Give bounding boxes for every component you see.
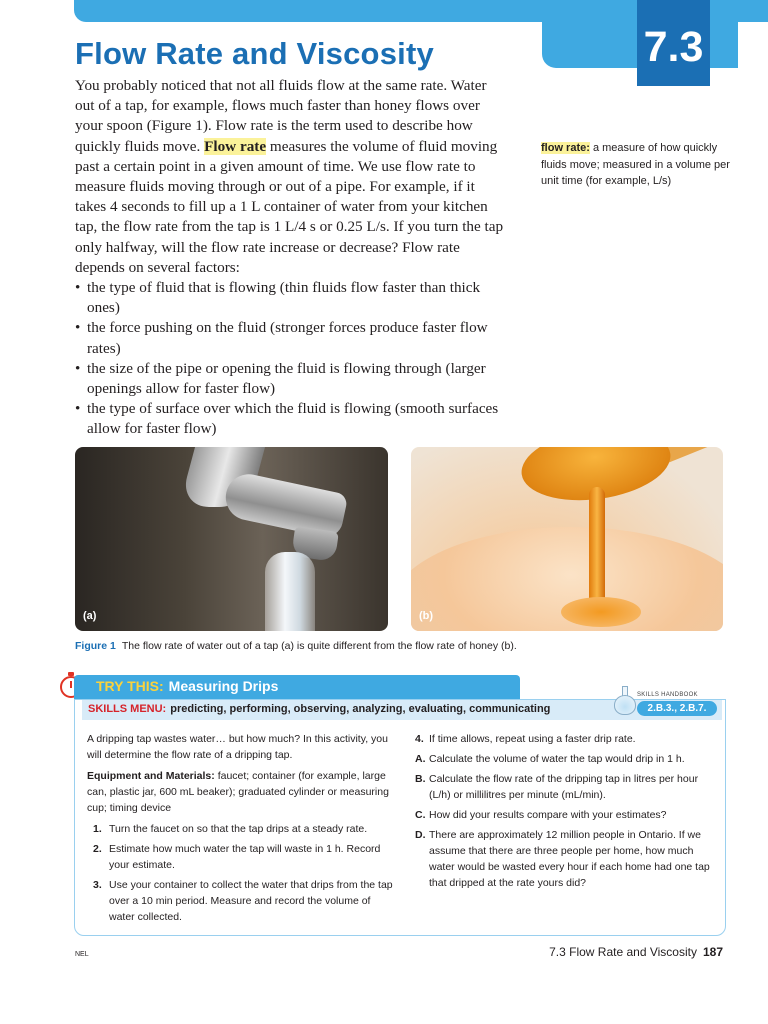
factor-item: • the size of the pipe or opening the fluid is flowing through (larger openings allow for faster flow) <box>75 359 507 399</box>
skills-handbook-label: SKILLS HANDBOOK <box>637 692 698 698</box>
skills-handbook-reference: 2.B.3., 2.B.7. <box>637 701 717 716</box>
question-letter: A. <box>415 753 426 765</box>
question-letter: C. <box>415 809 426 821</box>
step-text: Turn the faucet on so that the tap drips at a steady rate. <box>109 823 368 835</box>
procedure-step <box>87 841 397 873</box>
procedure-step <box>415 731 711 747</box>
question-letter: D. <box>415 829 426 841</box>
photo-label-b: (b) <box>419 610 434 622</box>
glossary-term: flow rate: <box>541 142 590 154</box>
factor-item: • the type of surface over which the fluid is flowing (smooth surfaces allow for faster flow) <box>75 399 507 439</box>
question-item <box>415 751 711 767</box>
flask-icon <box>614 686 636 716</box>
activity-right-column <box>415 731 711 895</box>
question-item <box>415 771 711 803</box>
question-item <box>415 807 711 823</box>
faucet-photo <box>75 447 388 631</box>
activity-left-column <box>87 731 397 929</box>
skills-menu-label: SKILLS MENU: <box>88 703 167 715</box>
page-title: Flow Rate and Viscosity <box>75 36 434 71</box>
question-item <box>415 827 711 891</box>
question-text: There are approximately 12 million people in Ontario. If we assume that there are three people per home, how much water would be wasted every hour if each home had one tap that dripped at the rate yours did? <box>429 829 710 889</box>
section-number-badge: 7.3 <box>637 0 710 86</box>
question-letter: B. <box>415 773 426 785</box>
honey-pool-shape <box>561 597 641 627</box>
try-this-title: Measuring Drips <box>168 678 279 694</box>
factor-item: • the type of fluid that is flowing (thin fluids flow faster than thick ones) <box>75 278 507 318</box>
step-number: 4. <box>415 733 424 745</box>
step-text: If time allows, repeat using a faster drip rate. <box>429 733 636 745</box>
intro-paragraph <box>75 76 507 278</box>
glossary-note <box>541 140 731 190</box>
faucet-body-shape <box>222 470 349 540</box>
skills-menu <box>88 703 550 715</box>
page-number: 187 <box>702 945 723 959</box>
figure-label: Figure 1 <box>75 640 116 652</box>
publisher-mark: NEL <box>75 951 89 958</box>
procedure-step <box>87 877 397 925</box>
step-number: 2. <box>93 843 102 855</box>
honey-drip-shape <box>589 487 605 607</box>
intro-text-post: measures the volume of fluid moving past a certain point in a given amount of time. We use flow rate to measure fluids moving through or out of a pipe. For example, if it takes 4 seconds to fill up a 1 L container of water from your kitchen tap, the flow rate from the tap is 1 L/4 s or 0.25 L/s. If you turn the tap only halfway, will the flow rate increase or decrease? Flow rate depends on several factors: <box>75 137 504 276</box>
step-text: Use your container to collect the water that drips from the tap over a 10 min period. Measure and record the volume of water collected. <box>109 879 393 923</box>
factor-list <box>75 278 507 440</box>
try-this-heading <box>74 675 520 699</box>
step-text: Estimate how much water the tap will waste in 1 h. Record your estimate. <box>109 843 381 871</box>
equipment-paragraph <box>87 768 397 816</box>
skills-menu-list: predicting, performing, observing, analyzing, evaluating, communicating <box>170 703 551 715</box>
photo-label-a: (a) <box>83 610 97 622</box>
figure-caption-text: The flow rate of water out of a tap (a) is quite different from the flow rate of honey (b). <box>121 640 517 652</box>
water-stream-shape <box>265 552 315 631</box>
intro-text-pre: You probably noticed that not all fluids flow at the same rate. Water out of a tap, for example, flows much faster than honey flows over your spoon (Figure 1). Flow rate is the term used to describe how quickly fluids move. <box>75 77 487 155</box>
glossary-definition: a measure of how quickly fluids move; measured in a volume per unit time (for example, L/s) <box>541 142 730 187</box>
honey-photo <box>411 447 723 631</box>
intro-body <box>75 76 507 440</box>
equipment-text: faucet; container (for example, large can, plastic jar, 600 mL beaker); graduated cylinder or measuring cup; timing device <box>87 770 389 814</box>
equipment-label: Equipment and Materials: <box>87 770 215 782</box>
activity-intro: A dripping tap wastes water… but how much? In this activity, you will determine the flow rate of a dripping tap. <box>87 733 388 761</box>
question-text: Calculate the volume of water the tap would drip in 1 h. <box>429 753 685 765</box>
try-this-label: TRY THIS: <box>96 678 164 694</box>
flow-rate-term: Flow rate <box>204 137 267 155</box>
running-footer <box>549 945 723 959</box>
running-title: 7.3 Flow Rate and Viscosity <box>549 945 697 959</box>
factor-item: • the force pushing on the fluid (stronger forces produce faster flow rates) <box>75 318 507 358</box>
step-number: 1. <box>93 823 102 835</box>
question-text: Calculate the flow rate of the dripping tap in litres per hour (L/h) or millilitres per minute (mL/min). <box>429 773 699 801</box>
figure-caption <box>75 640 517 652</box>
step-number: 3. <box>93 879 102 891</box>
question-text: How did your results compare with your estimates? <box>429 809 667 821</box>
procedure-step <box>87 821 397 837</box>
